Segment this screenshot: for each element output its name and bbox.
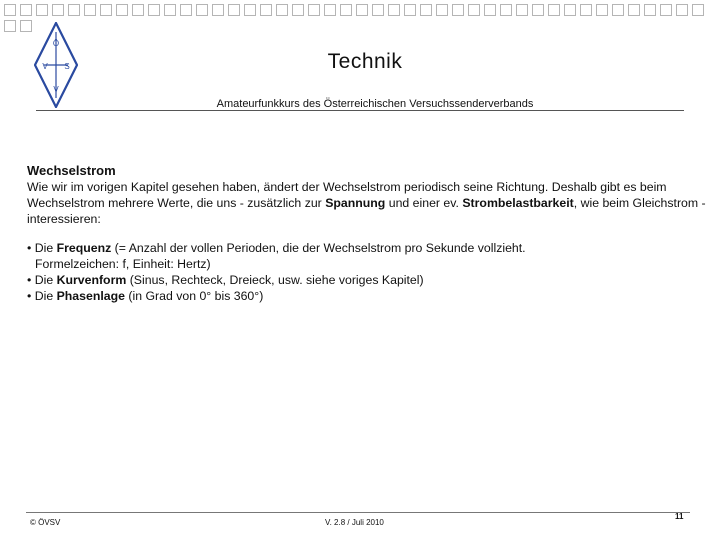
square bbox=[660, 4, 672, 16]
square bbox=[180, 4, 192, 16]
para-bold-strombelastbarkeit: Strombelastbarkeit bbox=[462, 196, 574, 210]
square bbox=[292, 4, 304, 16]
bullet-keyword: Kurvenform bbox=[56, 273, 127, 287]
bullet-text: (= Anzahl der vollen Perioden, die der Wechselstrom pro Sekunde vollzieht. bbox=[111, 241, 526, 255]
footer-divider bbox=[26, 512, 690, 513]
square bbox=[276, 4, 288, 16]
square bbox=[324, 4, 336, 16]
square bbox=[692, 4, 704, 16]
bullet-item-frequenz bbox=[27, 240, 707, 256]
logo-letter-right: S bbox=[64, 62, 70, 71]
bullet-item-kurvenform bbox=[27, 272, 707, 288]
square bbox=[468, 4, 480, 16]
square bbox=[164, 4, 176, 16]
square bbox=[52, 4, 64, 16]
intro-paragraph bbox=[27, 179, 707, 227]
square bbox=[404, 4, 416, 16]
square bbox=[340, 4, 352, 16]
square bbox=[132, 4, 144, 16]
slide-subtitle: Amateurfunkkurs des Österreichischen Versuchssenderverbands bbox=[216, 98, 534, 110]
logo-letter-top: Ö bbox=[52, 39, 60, 48]
square bbox=[612, 4, 624, 16]
square bbox=[84, 4, 96, 16]
square bbox=[500, 4, 512, 16]
square bbox=[548, 4, 560, 16]
square bbox=[36, 4, 48, 16]
para-text: Wie wir im vorigen Kapitel gesehen haben, ändert der Wechselstrom periodisch seine Richtung. Deshalb gibt es beim Wechselstrom mehrere Werte, die uns - zusätzlich zur bbox=[27, 180, 667, 210]
bullet-keyword: Frequenz bbox=[56, 241, 112, 255]
square bbox=[564, 4, 576, 16]
square bbox=[436, 4, 448, 16]
oevsv-logo-icon bbox=[34, 22, 78, 108]
square bbox=[116, 4, 128, 16]
square bbox=[596, 4, 608, 16]
square bbox=[228, 4, 240, 16]
page-number: 11 bbox=[675, 512, 684, 521]
square bbox=[4, 4, 16, 16]
section-heading: Wechselstrom bbox=[27, 163, 116, 178]
logo-letter-bottom: V bbox=[53, 85, 59, 94]
footer-copyright: © ÖVSV bbox=[30, 518, 61, 527]
footer-version: V. 2.8 / Juli 2010 bbox=[325, 518, 384, 527]
bullet-prefix: • Die bbox=[27, 241, 57, 255]
para-bold-spannung: Spannung bbox=[325, 196, 386, 210]
bullet-list bbox=[27, 240, 707, 304]
square bbox=[260, 4, 272, 16]
square bbox=[308, 4, 320, 16]
slide-title: Technik bbox=[327, 50, 403, 73]
bullet-text: (Sinus, Rechteck, Dreieck, usw. siehe voriges Kapitel) bbox=[126, 273, 424, 287]
bullet-text: (in Grad von 0° bis 360°) bbox=[124, 289, 264, 303]
square bbox=[676, 4, 688, 16]
square bbox=[420, 4, 432, 16]
square bbox=[532, 4, 544, 16]
para-text: und einer ev. bbox=[385, 196, 463, 210]
bullet-keyword: Phasenlage bbox=[56, 289, 125, 303]
square bbox=[100, 4, 112, 16]
square bbox=[20, 20, 32, 32]
bullet-item-phasenlage bbox=[27, 288, 707, 304]
square bbox=[68, 4, 80, 16]
square bbox=[516, 4, 528, 16]
square bbox=[644, 4, 656, 16]
square bbox=[628, 4, 640, 16]
header-divider bbox=[36, 110, 684, 111]
square bbox=[356, 4, 368, 16]
square bbox=[212, 4, 224, 16]
square bbox=[452, 4, 464, 16]
bullet-prefix: • Die bbox=[27, 289, 57, 303]
square bbox=[20, 4, 32, 16]
square bbox=[580, 4, 592, 16]
square bbox=[244, 4, 256, 16]
square bbox=[4, 20, 16, 32]
square bbox=[196, 4, 208, 16]
para-text: , wie beim Gleichstrom - interessieren: bbox=[27, 196, 706, 226]
bullet-prefix: • Die bbox=[27, 273, 57, 287]
logo-letter-left: V bbox=[42, 62, 48, 71]
square bbox=[372, 4, 384, 16]
bullet-continuation: Formelzeichen: f, Einheit: Hertz) bbox=[35, 257, 211, 271]
square bbox=[484, 4, 496, 16]
square bbox=[148, 4, 160, 16]
square bbox=[388, 4, 400, 16]
decorative-squares bbox=[0, 0, 720, 40]
